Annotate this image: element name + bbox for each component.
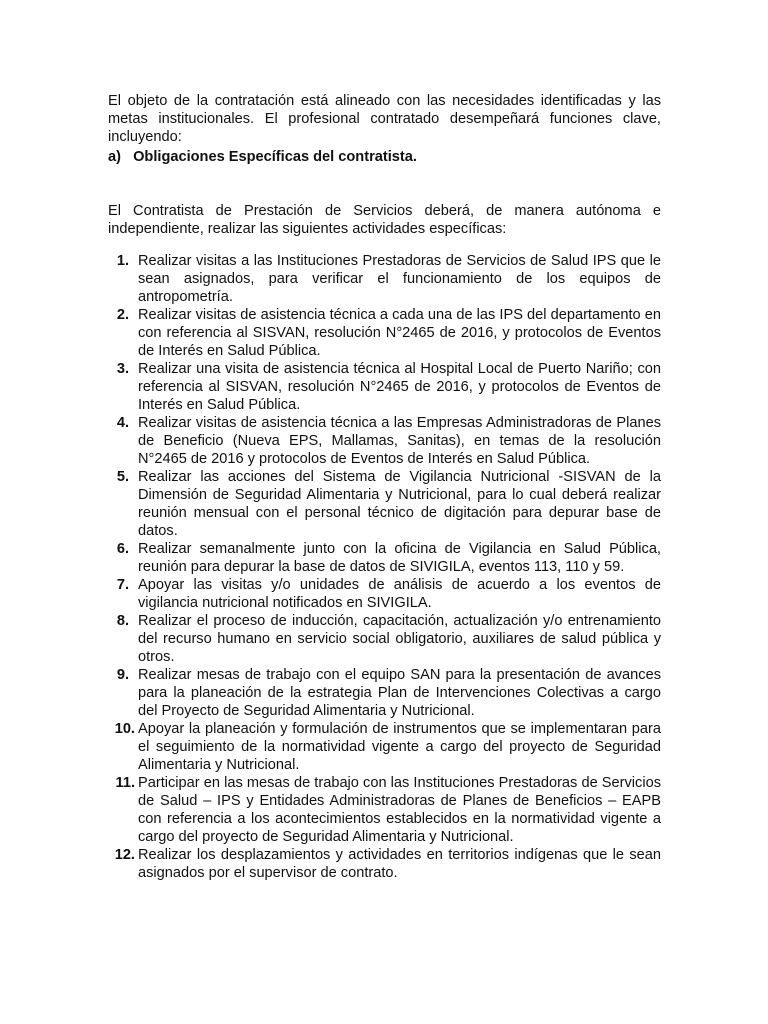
item-text: Realizar visitas de asistencia técnica a las Empresas Administradoras de Planes de Beneficio (Nueva EPS, Mallamas, Sanitas), en temas de la resolución N°2465 de 2016 y protocolos de Eventos de Interés en Salud Pública. bbox=[138, 415, 661, 467]
list-item bbox=[108, 252, 661, 306]
item-number: 5. bbox=[116, 469, 129, 485]
item-text: Realizar mesas de trabajo con el equipo SAN para la presentación de avances para la planeación de la estrategia Plan de Intervenciones Colectivas a cargo del Proyecto de Seguridad Alimentaria y Nutricional. bbox=[138, 667, 661, 719]
item-number: 8. bbox=[116, 613, 129, 629]
item-text: Realizar visitas a las Instituciones Prestadoras de Servicios de Salud IPS que le sean asignados, para verificar el funcionamiento de los equipos de antropometría. bbox=[138, 253, 661, 305]
item-text: Realizar semanalmente junto con la oficina de Vigilancia en Salud Pública, reunión para depurar la base de datos de SIVIGILA, eventos 113, 110 y 59. bbox=[138, 541, 661, 575]
item-text: Realizar las acciones del Sistema de Vigilancia Nutricional -SISVAN de la Dimensión de Seguridad Alimentaria y Nutricional, para lo cual deberá realizar reunión mensual con el personal técnico de digitación para depurar base de datos. bbox=[138, 469, 661, 539]
activities-intro: El Contratista de Prestación de Servicios deberá, de manera autónoma e independiente, realizar las siguientes actividades específicas: bbox=[108, 203, 661, 237]
document-body bbox=[108, 92, 661, 882]
item-number: 6. bbox=[116, 541, 129, 557]
item-number: 2. bbox=[116, 307, 129, 323]
item-text: Realizar una visita de asistencia técnica al Hospital Local de Puerto Nariño; con referencia al SISVAN, resolución N°2465 de 2016, y protocolos de Eventos de Interés en Salud Pública. bbox=[138, 361, 661, 413]
section-title: Obligaciones Específicas del contratista. bbox=[133, 149, 417, 165]
item-text: Apoyar la planeación y formulación de instrumentos que se implementaran para el seguimiento de la normatividad vigente a cargo del proyecto de Seguridad Alimentaria y Nutricional. bbox=[138, 721, 661, 773]
list-item bbox=[108, 540, 661, 576]
item-number: 10. bbox=[114, 721, 135, 737]
list-item bbox=[108, 360, 661, 414]
item-text: Realizar el proceso de inducción, capacitación, actualización y/o entrenamiento del recurso humano en servicio social obligatorio, auxiliares de salud pública y otros. bbox=[138, 613, 661, 665]
item-number: 1. bbox=[116, 253, 129, 269]
obligations-list bbox=[108, 252, 661, 882]
item-number: 12. bbox=[114, 847, 135, 863]
section-heading bbox=[108, 148, 661, 166]
list-item bbox=[108, 414, 661, 468]
item-number: 11. bbox=[115, 775, 135, 791]
item-text: Realizar los desplazamientos y actividades en territorios indígenas que le sean asignados por el supervisor de contrato. bbox=[138, 847, 661, 881]
item-number: 9. bbox=[116, 667, 129, 683]
list-item bbox=[108, 774, 661, 846]
list-item bbox=[108, 612, 661, 666]
item-text: Realizar visitas de asistencia técnica a cada una de las IPS del departamento en con referencia al SISVAN, resolución N°2465 de 2016, y protocolos de Eventos de Interés en Salud Pública. bbox=[138, 307, 661, 359]
list-item bbox=[108, 306, 661, 360]
list-item bbox=[108, 720, 661, 774]
item-text: Apoyar las visitas y/o unidades de análisis de acuerdo a los eventos de vigilancia nutricional notificados en SIVIGILA. bbox=[138, 577, 661, 611]
item-number: 3. bbox=[116, 361, 129, 377]
item-text: Participar en las mesas de trabajo con las Instituciones Prestadoras de Servicios de Salud – IPS y Entidades Administradoras de Planes de Beneficios – EAPB con referencia a los acontecimientos establecidos en la normatividad vigente a cargo del proyecto de Seguridad Alimentaria y Nutricional. bbox=[138, 775, 661, 845]
item-number: 4. bbox=[116, 415, 129, 431]
list-item bbox=[108, 846, 661, 882]
item-number: 7. bbox=[116, 577, 129, 593]
list-item bbox=[108, 576, 661, 612]
list-item bbox=[108, 468, 661, 540]
intro-paragraph: El objeto de la contratación está alineado con las necesidades identificadas y las metas institucionales. El profesional contratado desempeñará funciones clave, incluyendo: bbox=[108, 93, 661, 145]
list-item bbox=[108, 666, 661, 720]
section-marker: a) bbox=[108, 149, 121, 165]
